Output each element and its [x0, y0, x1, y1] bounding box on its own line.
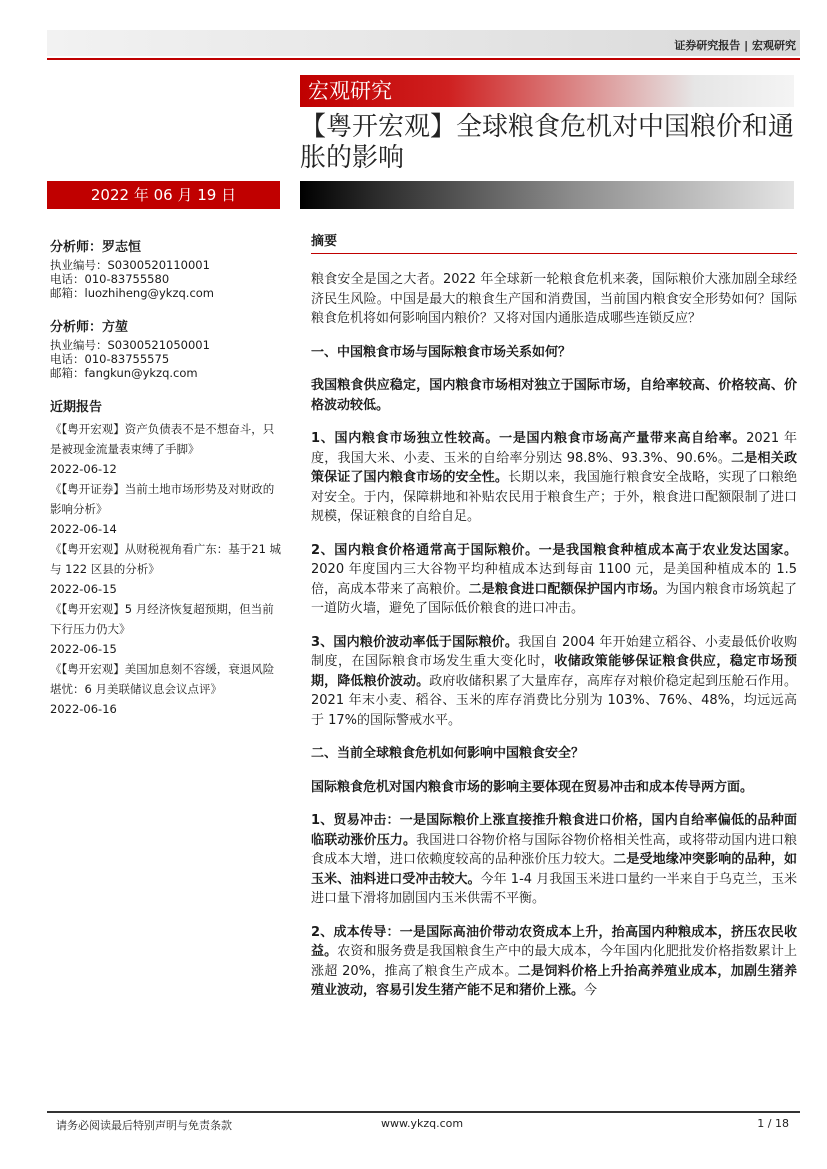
recent-reports-title: 近期报告	[50, 400, 103, 415]
body-text: 政府收储积累了大量库存，高库存对粮价稳定起到压舱石作用。2021 年末小麦、稻谷、玉米的库存消费比分别为 103%、76%、48%，均远远高于 17%的国际警戒水平。	[311, 673, 797, 728]
body-paragraph	[311, 541, 797, 619]
analyst-phone: 电话：010-83755580	[50, 272, 170, 286]
recent-report-date: 2022-06-14	[50, 522, 117, 536]
section-heading: 一、中国粮食市场与国际粮食市场关系如何？	[311, 344, 572, 360]
section-heading: 二、当前全球粮食危机如何影响中国粮食安全？	[311, 746, 585, 761]
bold-phrase: 收储政策能够保证粮食供应，稳定市场预期，降低粮价波动。	[311, 654, 797, 689]
analyst-name: 分析师：方堃	[50, 320, 129, 335]
recent-report-link[interactable]: 《【粤开宏观】美国加息刻不容缓，衰退风险堪忧：6 月美联储议息会议点评》	[50, 662, 275, 696]
section-lead: 我国粮食供应稳定，国内粮食市场相对独立于国际市场，自给率较高、价格较高、价格波动较低。	[311, 378, 797, 413]
body-text: 2020 年度国内三大谷物平均种植成本达到每亩 1100 元，是美国种植成本的 1.5 倍，高成本带来了高粮价。	[311, 562, 797, 597]
analyst-email: 邮箱：luozhiheng@ykzq.com	[50, 286, 215, 300]
body-text: 为国内粮食市场筑起了一道防火墙，避免了国际低价粮食的进口冲击。	[311, 581, 797, 616]
bold-phrase: 二是饲料价格上升抬高养殖业成本，加剧生猪养殖业波动，容易引发生猪产能不足和猪价上涨。	[311, 963, 797, 998]
bold-phrase: 3、国内粮价波动率低于国际粮价。	[311, 634, 519, 650]
bold-phrase: 二是受地缘冲突影响的品种，如玉米、油料进口受冲击较大。	[311, 852, 797, 887]
recent-report-link[interactable]: 《【粤开宏观】5 月经济恢复超预期，但当前下行压力仍大》	[50, 602, 274, 636]
recent-report-link[interactable]: 《【粤开证券】当前土地市场形势及对财政的影响分析》	[50, 482, 275, 516]
analyst-phone: 电话：010-83755575	[50, 352, 170, 366]
analyst-block	[50, 236, 285, 300]
report-title: 【粤开宏观】全球粮食危机对中国粮价和通胀的影响	[300, 112, 795, 173]
bold-phrase: 2、国内粮食价格通常高于国际粮价。一是我国粮食种植成本高于农业发达国家。	[311, 542, 797, 558]
report-date: 2022 年 06 月 19 日	[47, 181, 280, 209]
category-banner: 宏观研究	[300, 75, 794, 107]
header-rule	[47, 58, 800, 60]
body-text: 今	[584, 983, 598, 998]
title-divider-bar	[300, 181, 794, 209]
bold-phrase: 二是粮食进口配额保护国内市场。	[468, 581, 666, 597]
analyst-license: 执业编号：S0300521050001	[50, 338, 210, 352]
recent-report-date: 2022-06-15	[50, 582, 117, 596]
abstract-heading: 摘要	[311, 230, 797, 254]
body-paragraph	[311, 811, 797, 909]
body-text: 我国自 2004 年开始建立稻谷、小麦最低价收购制度，在国际粮食市场发生重大变化时，	[311, 634, 797, 669]
abstract-section	[311, 230, 797, 1015]
analyst-email: 邮箱：fangkun@ykzq.com	[50, 366, 198, 380]
body-text: 今年 1-4 月我国玉米进口量约一半来自于乌克兰，玉米进口量下滑将加剧国内玉米供需不平衡。	[311, 871, 797, 906]
body-paragraph	[311, 633, 797, 731]
body-paragraph	[311, 429, 797, 527]
body-paragraph	[311, 923, 797, 1001]
recent-report-date: 2022-06-15	[50, 642, 117, 656]
recent-report-date: 2022-06-12	[50, 462, 117, 476]
analyst-name: 分析师：罗志恒	[50, 240, 142, 255]
analyst-license: 执业编号：S0300520110001	[50, 258, 210, 272]
footer-disclaimer: 请务必阅读最后特别声明与免责条款	[56, 1119, 232, 1132]
body-text: 农资和服务费是我国粮食生产中的最大成本，今年国内化肥批发价格指数累计上涨超 20%，推高了粮食生产成本。	[311, 944, 797, 979]
section-lead: 国际粮食危机对国内粮食市场的影响主要体现在贸易冲击和成本传导两方面。	[311, 779, 754, 795]
recent-report-link[interactable]: 《【粤开宏观】资产负债表不是不想奋斗，只是被现金流量表束缚了手脚》	[50, 422, 275, 456]
analyst-block	[50, 316, 285, 380]
abstract-intro: 粮食安全是国之大者。2022 年全球新一轮粮食危机来袭，国际粮价大涨加剧全球经济民生风险。中国是最大的粮食生产国和消费国，当前国内粮食安全形势如何？国际粮食危机将如何影响国内粮价？又将对国内通胀造成哪些连锁反应？	[311, 272, 797, 326]
report-type-tag: 证券研究报告 | 宏观研究	[674, 39, 796, 52]
bold-phrase: 1、贸易冲击：一是国际粮价上涨直接推升粮食进口价格，国内自给率偏低的品种面临联动涨价压力。	[311, 813, 797, 848]
page-number: 1 / 18	[757, 1117, 789, 1130]
body-text: 2021 年度，我国大米、小麦、玉米的自给率分别达 98.8%、93.3%、90.6%。	[311, 431, 797, 466]
recent-report-link[interactable]: 《【粤开宏观】从财税视角看广东：基于21 城与 122 区县的分析》	[50, 542, 282, 576]
bold-phrase: 2、成本传导：一是国际高油价带动农资成本上升，抬高国内种粮成本，挤压农民收益。	[311, 924, 797, 959]
body-text: 我国进口谷物价格与国际谷物价格相关性高，或将带动国内进口粮食成本大增，进口依赖度较高的品种涨价压力较大。	[311, 832, 797, 867]
footer-rule	[47, 1111, 800, 1113]
bold-phrase: 1、国内粮食市场独立性较高。一是国内粮食市场高产量带来高自给率。	[311, 431, 747, 446]
bold-phrase: 二是相关政策保证了国内粮食市场的安全性。	[311, 450, 797, 485]
recent-report-date: 2022-06-16	[50, 702, 117, 716]
body-text: 长期以来，我国施行粮食安全战略，实现了口粮绝对安全。于内，保障耕地和补贴农民用于粮食生产；于外，粮食进口配额限制了进口规模，保证粮食的自给自足。	[311, 470, 797, 524]
footer-website[interactable]: www.ykzq.com	[381, 1117, 464, 1130]
sidebar	[50, 236, 285, 719]
